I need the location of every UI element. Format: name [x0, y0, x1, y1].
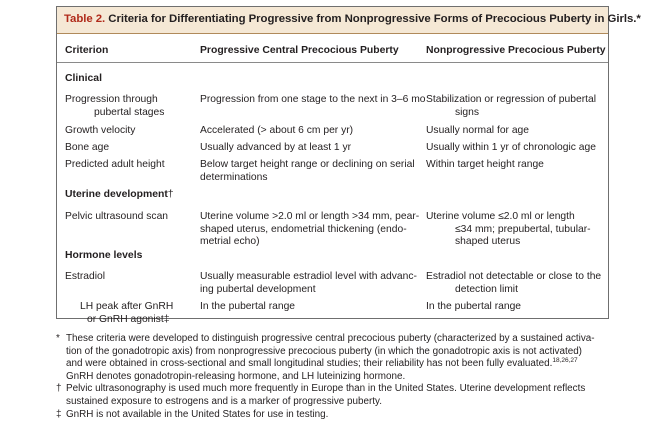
criterion-cell: Bone age: [65, 142, 110, 153]
footnote-line: [66, 409, 616, 422]
section-heading: [65, 189, 174, 202]
criterion-cell: Growth velocity: [65, 125, 136, 136]
nonprogressive-cell: Usually within 1 yr of chronologic age: [426, 142, 596, 153]
footnote-line: [66, 346, 616, 359]
progressive-cell: Below target height range or declining on serial: [200, 159, 415, 170]
progressive-cell: ing pubertal development: [200, 283, 316, 295]
header-progressive: Progressive Central Precocious Puberty: [200, 45, 399, 56]
criterion-cell: or GnRH agonist‡: [87, 313, 170, 325]
progressive-cell: metrial echo): [200, 236, 260, 247]
section-heading: [65, 250, 142, 263]
criterion-cell: pubertal stages: [94, 106, 165, 118]
progressive-cell: shaped uterus, endometrial thickening (endo-: [200, 223, 407, 235]
nonprogressive-cell: ≤34 mm; prepubertal, tubular-: [455, 223, 591, 235]
nonprogressive-cell: In the pubertal range: [426, 301, 522, 312]
footnote-line: [66, 333, 616, 346]
header-rule: [57, 62, 608, 63]
progressive-cell: Usually measurable estradiol level with advanc-: [200, 271, 417, 282]
criterion-cell: Estradiol: [65, 271, 106, 282]
nonprogressive-cell: Estradiol not detectable or close to the: [426, 271, 602, 282]
header-criterion: Criterion: [65, 45, 109, 56]
footnote-line-text: sustained exposure to estrogens and is a marker of progressive puberty.: [66, 395, 382, 407]
table-label: Table 2.: [64, 13, 106, 25]
footnote: [56, 383, 616, 408]
criterion-cell: Pelvic ultrasound scan: [65, 211, 169, 222]
footnote: [56, 409, 616, 422]
nonprogressive-cell: Within target height range: [426, 159, 544, 170]
footnote-symbol: *: [56, 333, 60, 344]
section-heading: [65, 73, 102, 86]
footnote-symbol: ‡: [56, 408, 62, 420]
criterion-cell: Progression through: [65, 94, 158, 105]
nonprogressive-cell: Uterine volume ≤2.0 ml or length: [426, 211, 575, 222]
footnote-line-text: Pelvic ultrasonography is used much more frequently in Europe than in the United States. Uterine development reflects: [66, 383, 586, 395]
progressive-cell: determinations: [200, 171, 268, 183]
progressive-cell: In the pubertal range: [200, 301, 296, 312]
section-heading-text: Clinical: [65, 73, 102, 84]
footnote-line-text: These criteria were developed to distinguish progressive central precocious puberty (characterized by a sustained activa-: [66, 333, 595, 344]
footnote-line: [66, 371, 616, 384]
footnotes: [56, 333, 616, 421]
footnote-symbol: †: [56, 383, 62, 395]
nonprogressive-cell: detection limit: [455, 283, 518, 295]
table-frame: [56, 6, 641, 325]
footnote-line: [66, 358, 616, 371]
footnote-line-text: GnRH denotes gonadotropin-releasing hormone, and LH luteinizing hormone.: [66, 370, 406, 382]
nonprogressive-cell: Usually normal for age: [426, 125, 530, 136]
progressive-cell: Accelerated (> about 6 cm per yr): [200, 125, 354, 136]
nonprogressive-cell: Stabilization or regression of pubertal: [426, 94, 596, 105]
footnote-references: 18,26,27: [552, 357, 578, 365]
footnote-line: [66, 383, 616, 396]
nonprogressive-cell: shaped uterus: [455, 236, 521, 247]
section-heading-mark: †: [167, 189, 174, 200]
footnote-line-text: tion of the gonadotropic axis) from nonprogressive precocious puberty (in which the gonadotropic axis is not activated): [66, 345, 582, 357]
footnote-line-text: and were obtained in cross-sectional and small longitudinal studies; their reliability has not been fully evaluated.: [66, 358, 553, 370]
criterion-cell: Predicted adult height: [65, 159, 165, 170]
footnote: [56, 333, 616, 383]
footnote-line: [66, 396, 616, 409]
criterion-cell: LH peak after GnRH: [80, 301, 174, 312]
section-heading-text: Uterine development: [65, 189, 168, 200]
table-title-mark: *: [636, 13, 641, 25]
progressive-cell: Uterine volume >2.0 ml or length >34 mm, pear-: [200, 211, 420, 222]
footnote-line-text: GnRH is not available in the United States for use in testing.: [66, 408, 329, 420]
table-title: [64, 13, 641, 25]
nonprogressive-cell: signs: [455, 106, 480, 118]
header-nonprogressive: Nonprogressive Precocious Puberty: [426, 45, 606, 56]
table-title-text: Criteria for Differentiating Progressive from Nonprogressive Forms of Precocious Puberty in Girls.: [108, 13, 637, 25]
section-heading-text: Hormone levels: [65, 250, 143, 261]
progressive-cell: Usually advanced by at least 1 yr: [200, 142, 352, 153]
progressive-cell: Progression from one stage to the next in 3–6 mo: [200, 94, 426, 105]
table-caption: [57, 7, 641, 34]
